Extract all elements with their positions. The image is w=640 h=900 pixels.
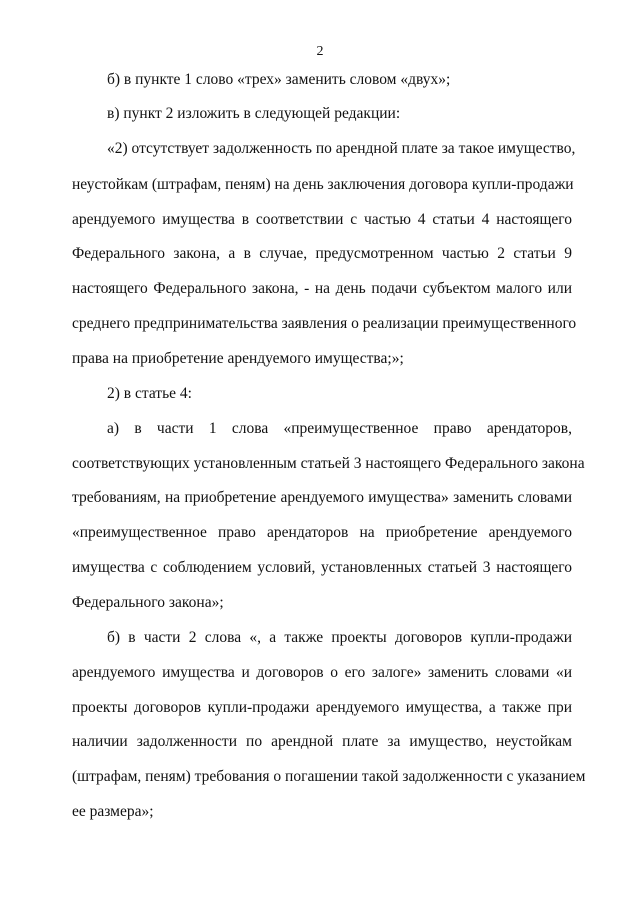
text-line: настоящего Федерального закона, - на день подачи субъектом малого или bbox=[72, 280, 572, 297]
text-line: соответствующих установленным статьей 3 настоящего Федерального закона bbox=[72, 455, 585, 472]
text-line-b-part2: б) в части 2 слова «, а также проекты договоров купли-продажи bbox=[107, 629, 572, 646]
text-line-quote-start: «2) отсутствует задолженность по арендной плате за такое имущество, bbox=[107, 140, 576, 157]
text-line: арендуемого имущества в соответствии с частью 4 статьи 4 настоящего bbox=[72, 211, 572, 228]
text-line-a-part1: а) в части 1 слова «преимущественное право арендаторов, bbox=[107, 420, 572, 437]
text-line-v-p2: в) пункт 2 изложить в следующей редакции: bbox=[107, 105, 401, 122]
text-line: «преимущественное право арендаторов на приобретение арендуемого bbox=[72, 524, 572, 541]
text-line: арендуемого имущества и договоров о его залоге» заменить словами «и bbox=[72, 664, 572, 681]
text-line-article-4: 2) в статье 4: bbox=[107, 385, 192, 402]
text-line: наличии задолженности по арендной плате за имущество, неустойкам bbox=[72, 733, 572, 750]
text-line-b-p1: б) в пункте 1 слово «трех» заменить словом «двух»; bbox=[107, 71, 451, 88]
text-line: Федерального закона»; bbox=[72, 594, 224, 611]
text-line: Федерального закона, а в случае, предусмотренном частью 2 статьи 9 bbox=[72, 245, 572, 262]
text-line: проекты договоров купли-продажи арендуемого имущества, а также при bbox=[72, 699, 572, 716]
text-line: требованиям, на приобретение арендуемого имущества» заменить словами bbox=[72, 489, 572, 506]
page-number: 2 bbox=[316, 44, 324, 59]
text-line: среднего предпринимательства заявления о реализации преимущественного bbox=[72, 315, 577, 332]
text-line: (штрафам, пеням) требования о погашении такой задолженности с указанием bbox=[72, 768, 586, 785]
text-line: имущества с соблюдением условий, установленных статьей 3 настоящего bbox=[72, 559, 572, 576]
text-line: неустойкам (штрафам, пеням) на день заключения договора купли-продажи bbox=[72, 176, 574, 193]
text-line: ее размера»; bbox=[72, 803, 154, 820]
text-line-quote-end: права на приобретение арендуемого имущества;»; bbox=[72, 350, 404, 367]
